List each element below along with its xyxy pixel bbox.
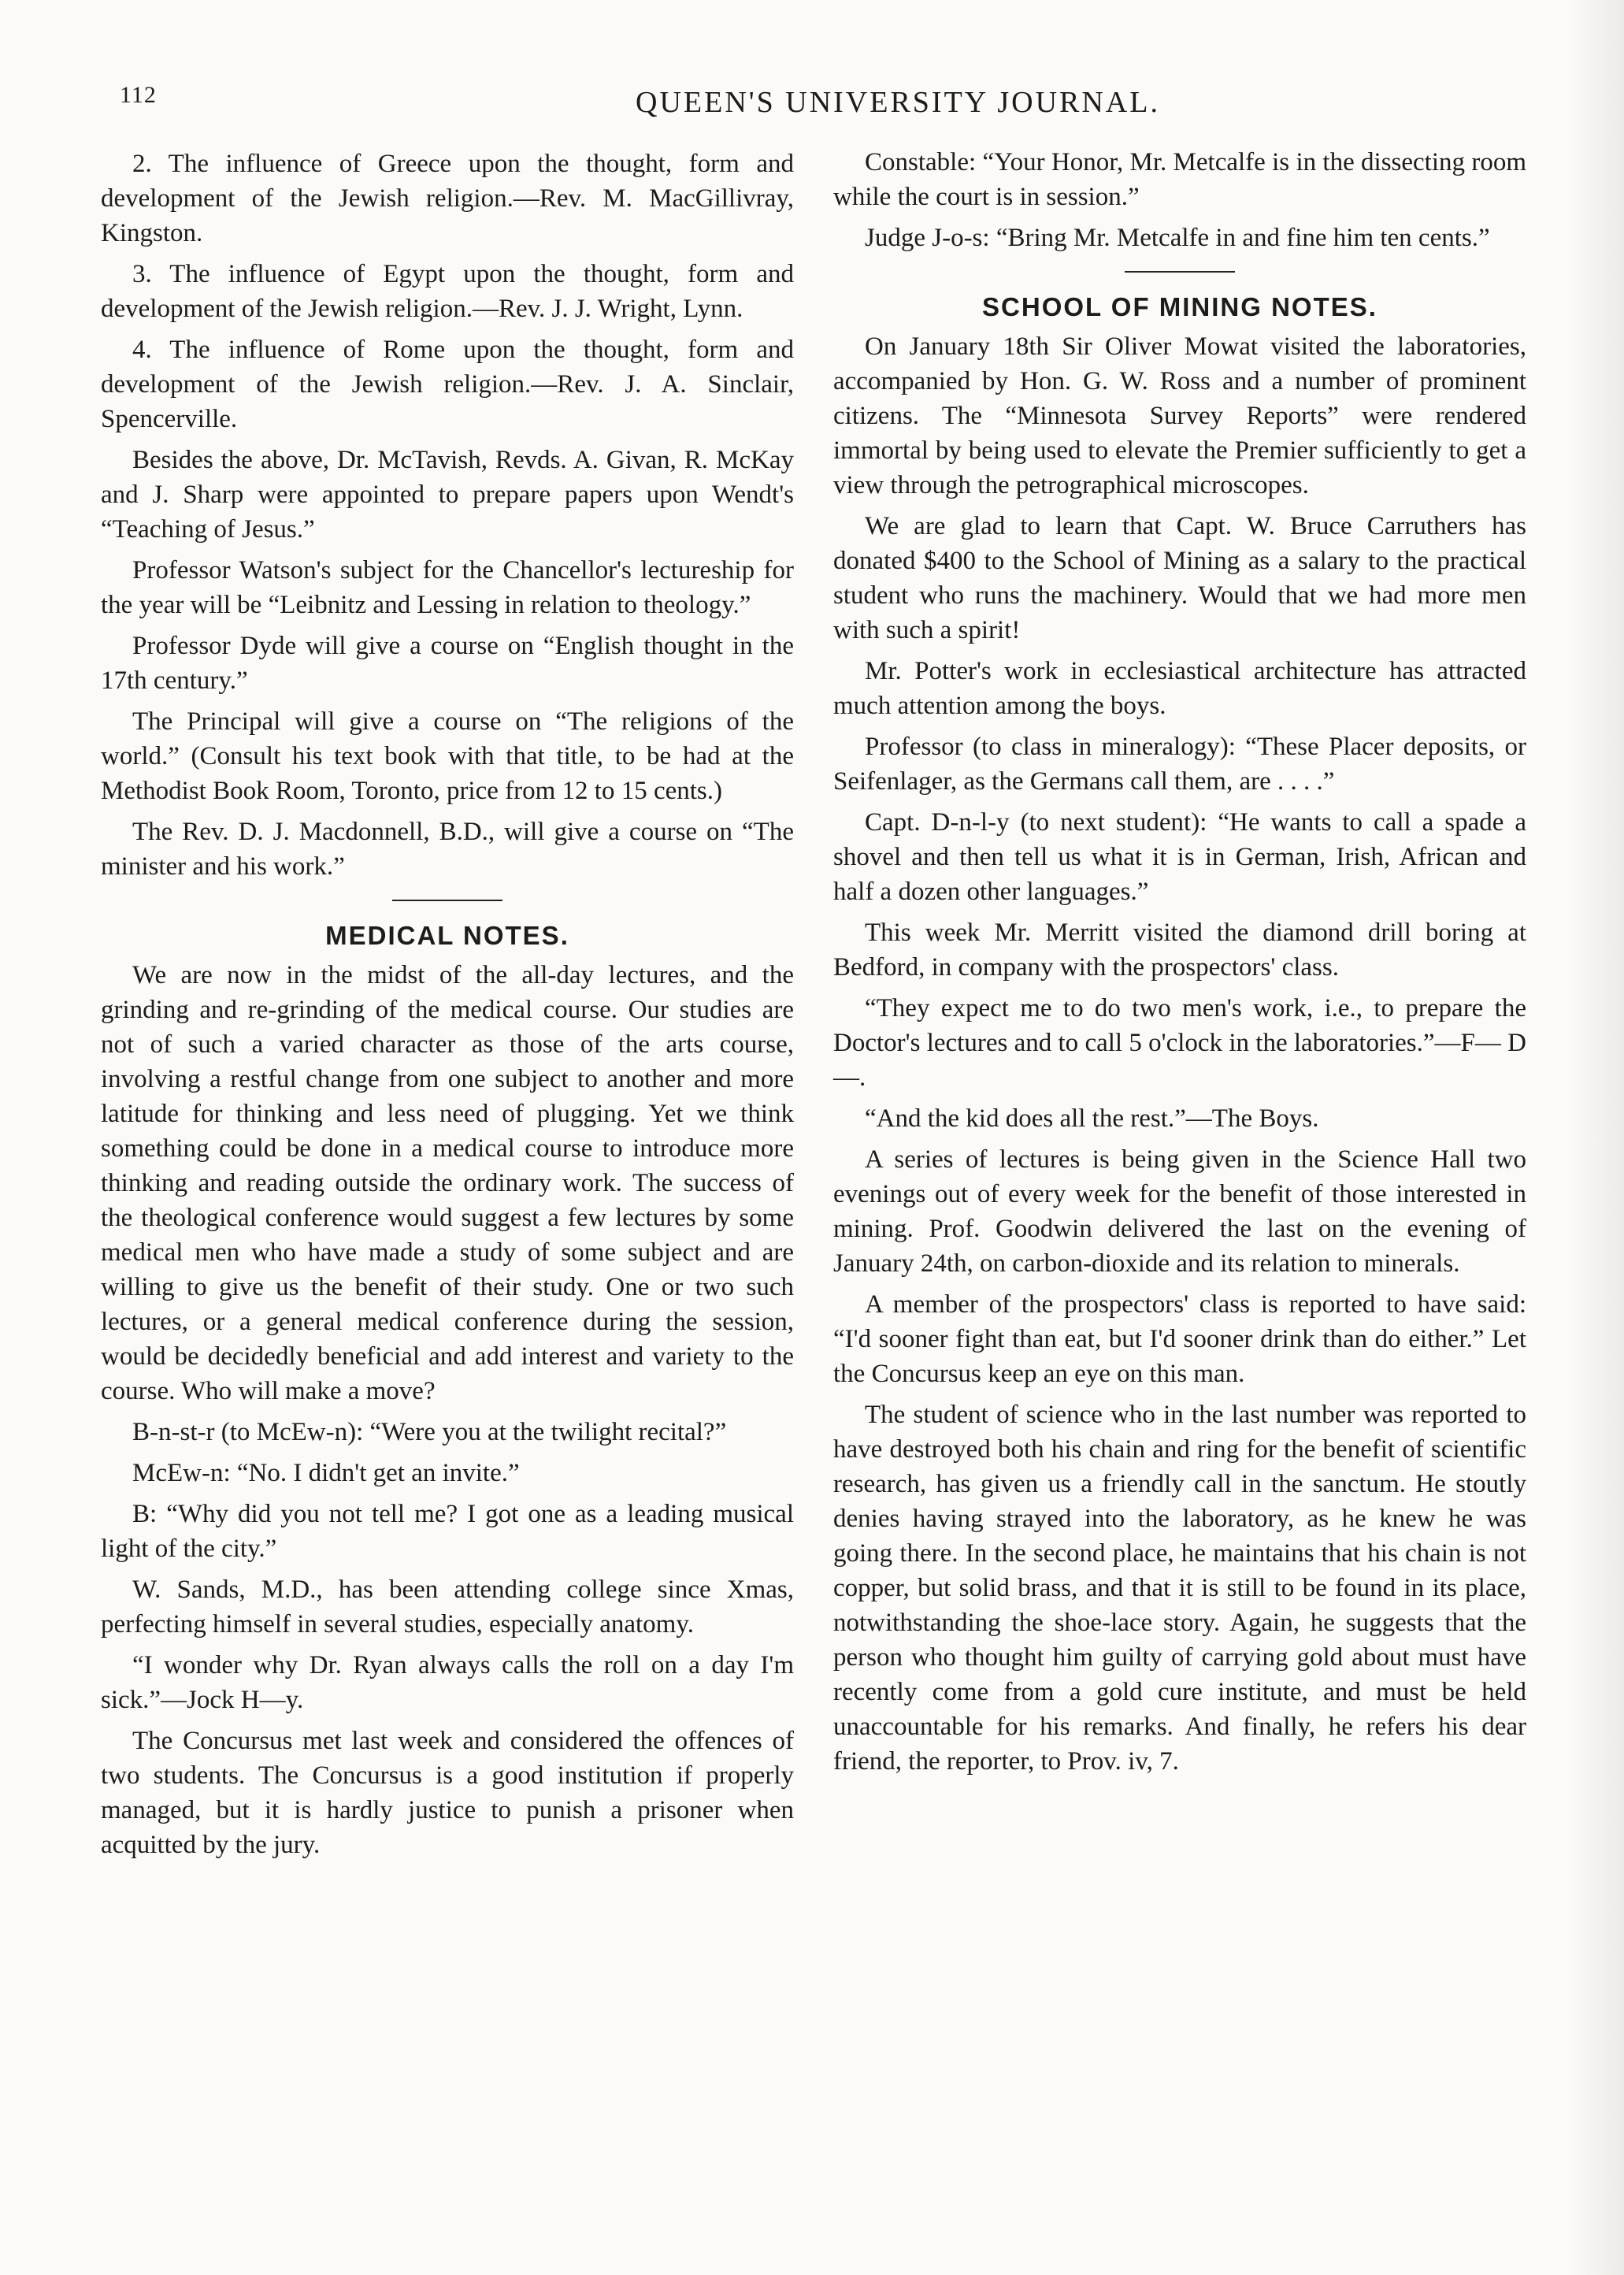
section-divider xyxy=(392,900,502,901)
running-head: QUEEN'S UNIVERSITY JOURNAL. xyxy=(636,86,1160,119)
paragraph: Judge J-o-s: “Bring Mr. Metcalfe in and fine him ten cents.” xyxy=(865,224,1490,252)
paragraph: The Concursus met last week and considered the offences of two students. The Concursus is a good institution if properly managed, but it is hardly justice to punish a prisoner when acquitted by the jury. xyxy=(101,1727,794,1859)
page-number: 112 xyxy=(120,82,157,108)
paragraph: Professor Dyde will give a course on “English thought in the 17th century.” xyxy=(101,632,794,695)
medical-notes-heading: MEDICAL NOTES. xyxy=(325,921,569,950)
paragraph: Professor Watson's subject for the Chancellor's lectureship for the year will be “Leibnitz and Lessing in relation to theology.” xyxy=(101,556,794,619)
paragraph: 2. The influence of Greece upon the thought, form and development of the Jewish religion.—Rev. M. MacGillivray, Kingston. xyxy=(101,150,794,247)
paragraph: Constable: “Your Honor, Mr. Metcalfe is in the dissecting room while the court is in session.” xyxy=(833,148,1526,211)
paragraph: A member of the prospectors' class is reported to have said: “I'd sooner fight than eat, but I'd sooner drink than do either.” Let the Concursus keep an eye on this man. xyxy=(833,1290,1526,1388)
paragraph: The Rev. D. J. Macdonnell, B.D., will give a course on “The minister and his work.” xyxy=(101,818,794,881)
paragraph: Besides the above, Dr. McTavish, Revds. A. Givan, R. McKay and J. Sharp were appointed to prepare papers upon Wendt's “Teaching of Jesus.” xyxy=(101,446,794,544)
paragraph: W. Sands, M.D., has been attending college since Xmas, perfecting himself in several studies, especially anatomy. xyxy=(101,1575,794,1639)
paragraph: The student of science who in the last number was reported to have destroyed both his chain and ring for the benefit of scientific research, has given us a friendly call in the sanctum. He stoutly denies having strayed into the laboratory, as he knew he was going there. In the second place, he maintains that his chain is not copper, but solid brass, and that it is still to be found in its place, notwithstanding the shoe-lace story. Again, he suggests that the person who thought him guilty of carrying gold about must have recently come from a gold cure institute, and must be held unaccountable for his remarks. And finally, he refers his dear friend, the reporter, to Prov. iv, 7. xyxy=(833,1401,1526,1776)
paragraph: 3. The influence of Egypt upon the thought, form and development of the Jewish religion.—Rev. J. J. Wright, Lynn. xyxy=(101,260,794,323)
scan-edge-shadow xyxy=(1569,0,1624,2275)
mining-notes-heading: SCHOOL OF MINING NOTES. xyxy=(982,292,1377,321)
right-column xyxy=(833,145,1526,1785)
left-column xyxy=(101,147,794,1869)
section-divider xyxy=(1125,271,1235,273)
paragraph: We are glad to learn that Capt. W. Bruce Carruthers has donated $400 to the School of Mining as a salary to the practical student who runs the machinery. Would that we had more men with such a spirit! xyxy=(833,512,1526,644)
paragraph: We are now in the midst of the all-day lectures, and the grinding and re-grinding of the medical course. Our studies are not of such a varied character as those of the arts course, involving a restful change from one subject to another and more latitude for thinking and less need of plugging. Yet we think something could be done in a medical course to introduce more thinking and reading outside the ordinary work. The success of the theological conference would suggest a few lectures by some medical men who have made a study of some subject and are willing to give us the benefit of their study. One or two such lectures, or a general medical conference during the session, would be decidedly beneficial and add interest and variety to the course. Who will make a move? xyxy=(101,961,794,1405)
paragraph: 4. The influence of Rome upon the thought, form and development of the Jewish religion.—Rev. J. A. Sinclair, Spencerville. xyxy=(101,336,794,433)
paragraph: A series of lectures is being given in the Science Hall two evenings out of every week for the benefit of those interested in mining. Prof. Goodwin delivered the last on the evening of January 24th, on carbon-dioxide and its relation to minerals. xyxy=(833,1145,1526,1278)
paragraph: The Principal will give a course on “The religions of the world.” (Consult his text book with that title, to be had at the Methodist Book Room, Toronto, price from 12 to 15 cents.) xyxy=(101,707,794,805)
paragraph: B: “Why did you not tell me? I got one as a leading musical light of the city.” xyxy=(101,1500,794,1563)
paragraph: B-n-st-r (to McEw-n): “Were you at the twilight recital?” xyxy=(132,1418,727,1446)
paragraph: Professor (to class in mineralogy): “These Placer deposits, or Seifenlager, as the Germans call them, are . . . .” xyxy=(833,733,1526,796)
paragraph: “And the kid does all the rest.”—The Boys. xyxy=(865,1104,1319,1133)
paragraph: “I wonder why Dr. Ryan always calls the roll on a day I'm sick.”—Jock H—y. xyxy=(101,1651,794,1714)
paragraph: Mr. Potter's work in ecclesiastical architecture has attracted much attention among the boys. xyxy=(833,657,1526,720)
paragraph: McEw-n: “No. I didn't get an invite.” xyxy=(132,1459,520,1487)
paragraph: On January 18th Sir Oliver Mowat visited the laboratories, accompanied by Hon. G. W. Ross and a number of prominent citizens. The “Minnesota Survey Reports” were rendered immortal by being used to elevate the Premier sufficiently to get a view through the petrographical microscopes. xyxy=(833,332,1526,499)
paragraph: “They expect me to do two men's work, i.e., to prepare the Doctor's lectures and to call 5 o'clock in the laboratories.”—F— D—. xyxy=(833,994,1526,1092)
paragraph: This week Mr. Merritt visited the diamond drill boring at Bedford, in company with the prospectors' class. xyxy=(833,919,1526,982)
paragraph: Capt. D-n-l-y (to next student): “He wants to call a spade a shovel and then tell us what it is in German, Irish, African and half a dozen other languages.” xyxy=(833,808,1526,906)
